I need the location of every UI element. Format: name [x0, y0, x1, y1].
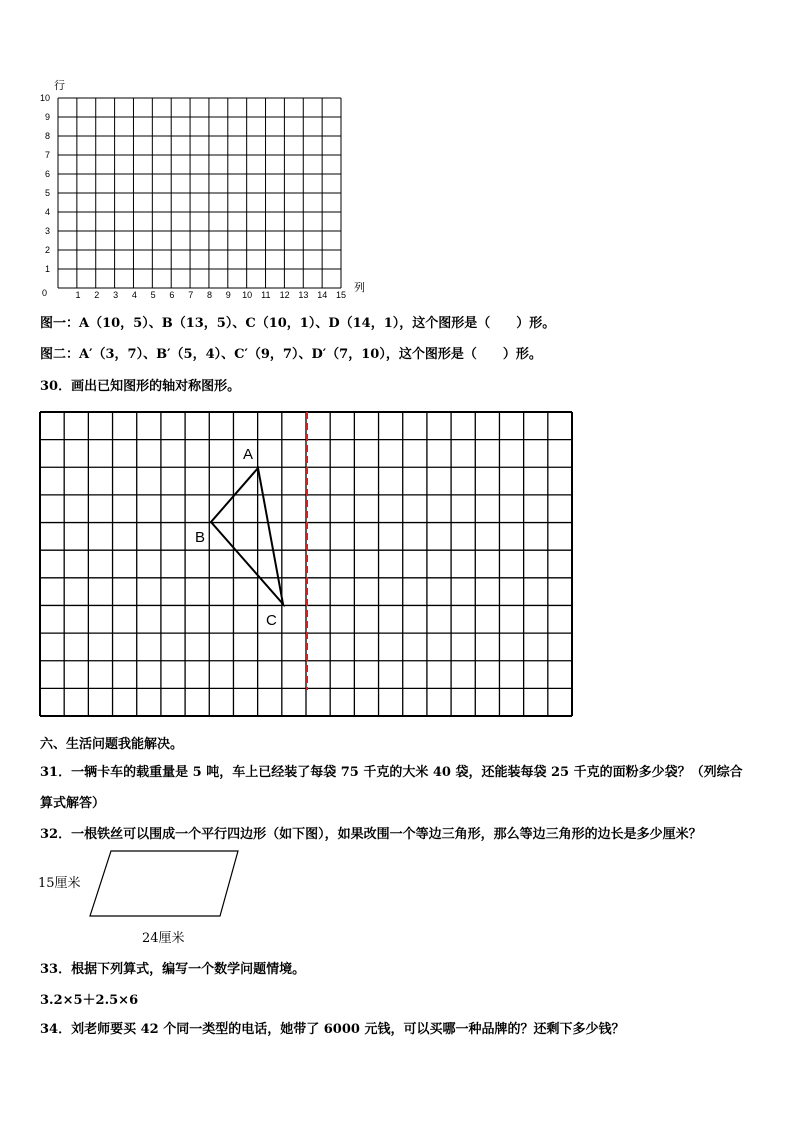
x-tick-label: 10 — [242, 290, 253, 300]
triangle-abc — [211, 468, 283, 604]
y-tick-label: 2 — [44, 245, 50, 255]
x-tick-label: 15 — [335, 290, 347, 300]
y-tick-labels — [40, 93, 50, 274]
parallelogram-figure — [0, 840, 794, 950]
y-tick-label: 4 — [44, 207, 50, 217]
x-tick-label: 3 — [113, 290, 119, 300]
y-tick-label: 9 — [44, 112, 50, 122]
question-30: 30．画出已知图形的轴对称图形。 — [40, 379, 241, 394]
y-tick-label: 5 — [44, 188, 50, 198]
side-length-label: 15厘米 — [38, 876, 81, 891]
x-tick-label: 7 — [188, 290, 194, 300]
parallelogram — [90, 851, 238, 916]
origin-label: 0 — [42, 288, 48, 298]
grid-lines — [58, 98, 341, 288]
question-33-expression: 3.2×5＋2.5×6 — [40, 993, 139, 1008]
base-length-label: 24厘米 — [142, 931, 185, 946]
x-tick-label: 4 — [131, 290, 137, 300]
figure2-question: 图二：A′（3，7）、B′（5，4）、C′（9，7）、D′（7，10），这个图形是（ ）形。 — [40, 347, 542, 362]
y-tick-label: 7 — [44, 150, 50, 160]
point-b-label: B — [195, 529, 206, 546]
x-tick-label: 1 — [75, 290, 81, 300]
symmetry-grid — [0, 400, 794, 730]
x-tick-label: 13 — [298, 290, 309, 300]
x-tick-label: 6 — [169, 290, 175, 300]
col-axis-label: 列 — [354, 282, 365, 294]
x-tick-labels — [75, 290, 346, 300]
question-34: 34．刘老师要买 42 个同一类型的电话，她带了 6000 元钱，可以买哪一种品牌的？还剩下多少钱？ — [40, 1022, 625, 1037]
point-a-label: A — [243, 446, 254, 463]
y-tick-label: 3 — [44, 226, 50, 236]
figure1-question: 图一：A（10，5）、B（13，5）、C（10，1）、D（14，1），这个图形是（ ）形。 — [40, 316, 556, 331]
x-tick-label: 14 — [317, 290, 328, 300]
question-33: 33．根据下列算式，编写一个数学问题情境。 — [40, 962, 306, 977]
x-tick-label: 8 — [206, 290, 213, 300]
question-32: 32．一根铁丝可以围成一个平行四边形（如下图），如果改围一个等边三角形，那么等边三角形的边长是多少厘米？ — [40, 827, 702, 842]
x-tick-label: 9 — [225, 290, 231, 300]
row-axis-label: 行 — [54, 80, 65, 92]
section-six-heading: 六、生活问题我能解决。 — [40, 737, 184, 752]
y-tick-label: 10 — [39, 93, 50, 103]
question-31-line1: 31．一辆卡车的载重量是 5 吨，车上已经装了每袋 75 千克的大米 40 袋，还能装每袋 25 千克的面粉多少袋？（列综合 — [40, 765, 743, 780]
y-tick-label: 8 — [44, 131, 50, 141]
coordinate-grid — [0, 0, 794, 310]
x-tick-label: 12 — [279, 290, 290, 300]
y-tick-label: 1 — [44, 264, 50, 274]
y-tick-label: 6 — [44, 169, 50, 179]
question-31-line2: 算式解答） — [40, 796, 106, 811]
point-c-label: C — [266, 612, 277, 629]
x-tick-label: 11 — [261, 290, 271, 300]
x-tick-label: 2 — [94, 290, 100, 300]
x-tick-label: 5 — [150, 290, 156, 300]
